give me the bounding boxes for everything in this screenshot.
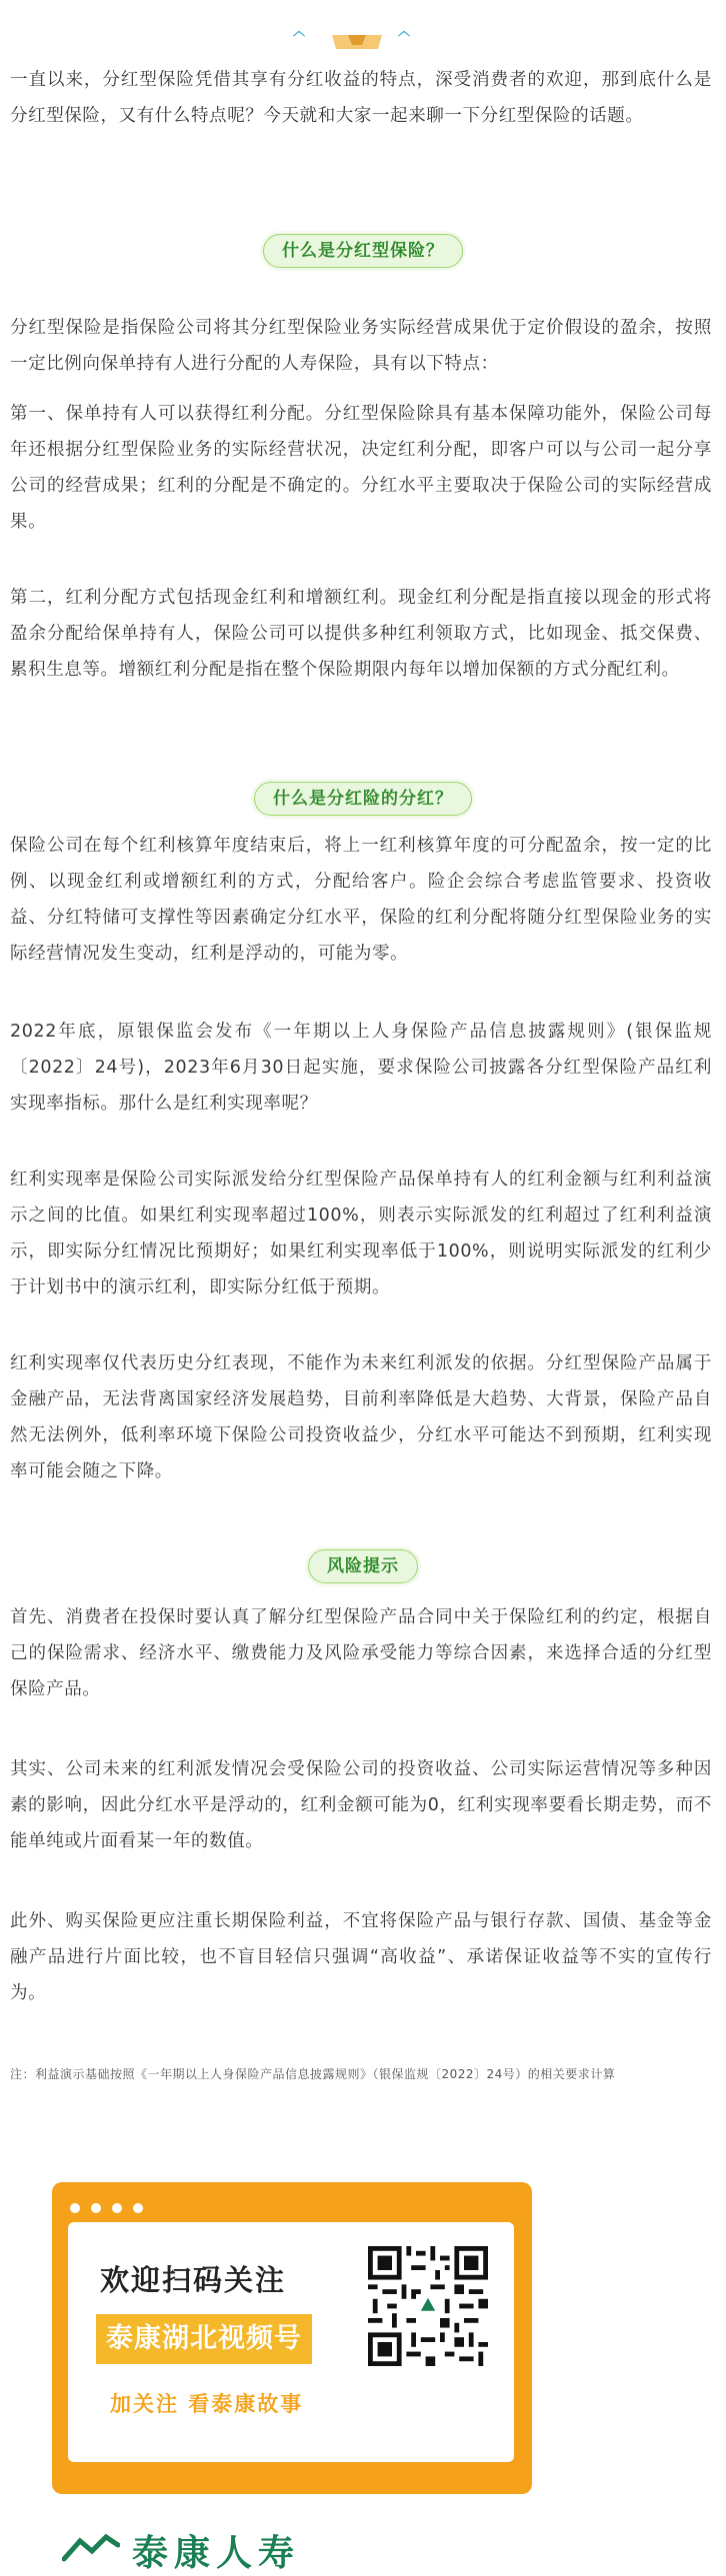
section-2-paragraph-4: 红利实现率仅代表历史分红表现，不能作为未来红利派发的依据。分红型保险产品属于金融产品，无法背离国家经济发展趋势，目前利率降低是大趋势、大背景，保险产品自然无法例外，低利率环境下保险公司投资收益少，分红水平可能达不到预期，红利实现率可能会随之下降。: [10, 1353, 712, 1481]
card-dots: [70, 2198, 149, 2217]
section-2-paragraph-2: 2022年底，原银保监会发布《一年期以上人身保险产品信息披露规则》(银保监规〔2022〕24号)，2023年6月30日起实施，要求保险公司披露各分红型保险产品红利实现率指标。那什么是红利实现率呢？: [10, 1022, 712, 1114]
section-3-paragraph-1: 首先、消费者在投保时要认真了解分红型保险产品合同中关于保险红利的约定，根据自己的保险需求、经济水平、缴费能力及风险承受能力等综合因素，来选择合适的分红型保险产品。: [10, 1607, 712, 1699]
chevron-up-icon: ︿: [397, 24, 410, 38]
ornament-bar-icon: [328, 31, 386, 53]
qr-code-icon[interactable]: [368, 2246, 488, 2366]
footnote: 注：利益演示基础按照《一年期以上人身保险产品信息披露规则》（银保监规〔2022〕24号）的相关要求计算: [10, 2067, 616, 2081]
taikang-logo-icon: [62, 2533, 120, 2563]
dot-icon: [70, 2203, 80, 2213]
top-ornament: [0, 22, 726, 62]
section-heading-label: 风险提示: [308, 1549, 418, 1583]
section-3-paragraph-2: 其实、公司未来的红利派发情况会受保险公司的投资收益、公司实际运营情况等多种因素的影响，因此分红水平是浮动的，红利金额可能为0，红利实现率要看长期走势，而不能单纯或片面看某一年的数值。: [10, 1759, 712, 1851]
section-1-paragraph-3: 第二，红利分配方式包括现金红利和增额红利。现金红利分配是指直接以现金的形式将盈余分配给保单持有人，保险公司可以提供多种红利领取方式，比如现金、抵交保费、累积生息等。增额红利分配是指在整个保险期限内每年以增加保额的方式分配红利。: [10, 588, 712, 680]
section-2-paragraph-3: 红利实现率是保险公司实际派发给分红型保险产品保单持有人的红利金额与红利利益演示之间的比值。如果红利实现率超过100%，则表示实际派发的红利超过了红利利益演示，即实际分红情况比预期好；如果红利实现率低于100%，则说明实际派发的红利少于计划书中的演示红利，即实际分红低于预期。: [10, 1170, 712, 1297]
card-subtitle: 加关注 看泰康故事: [110, 2392, 304, 2416]
dot-icon: [112, 2203, 122, 2213]
section-heading-1: [0, 234, 726, 268]
card-inner-panel: [68, 2222, 514, 2462]
section-2-paragraph-1: 保险公司在每个红利核算年度结束后，将上一红利核算年度的可分配盈余，按一定的比例、以现金红利或增额红利的方式，分配给客户。险企会综合考虑监管要求、投资收益、分红特储可支撑性等因素确定分红水平，保险的红利分配将随分红型保险业务的实际经营情况发生变动，红利是浮动的，可能为零。: [10, 836, 712, 964]
qr-follow-card: [52, 2182, 532, 2494]
section-1-paragraph-2: 第一、保单持有人可以获得红利分配。分红型保险除具有基本保障功能外，保险公司每年还根据分红型保险业务的实际经营状况，决定红利分配，即客户可以与公司一起分享公司的经营成果；红利的分配是不确定的。分红水平主要取决于保险公司的实际经营成果。: [10, 404, 712, 532]
section-heading-label: 什么是分红险的分红？: [254, 782, 472, 816]
section-1-paragraph-1: 分红型保险是指保险公司将其分红型保险业务实际经营成果优于定价假设的盈余，按照一定比例向保单持有人进行分配的人寿保险，具有以下特点：: [10, 318, 712, 374]
intro-paragraph: 一直以来，分红型保险凭借其享有分红收益的特点，深受消费者的欢迎，那到底什么是分红型保险，又有什么特点呢？今天就和大家一起来聊一下分红型保险的话题。: [10, 70, 712, 126]
dot-icon: [91, 2203, 101, 2213]
chevron-up-icon: ︿: [292, 24, 305, 38]
section-heading-label: 什么是分红型保险？: [263, 234, 463, 268]
section-3-paragraph-3: 此外、购买保险更应注重长期保险利益，不宜将保险产品与银行存款、国债、基金等金融产品进行片面比较，也不盲目轻信只强调“高收益”、承诺保证收益等不实的宣传行为。: [10, 1911, 712, 2003]
section-heading-2: [0, 782, 726, 816]
logo-text: 泰康人寿: [132, 2532, 301, 2574]
card-banner: 泰康湖北视频号: [96, 2314, 312, 2364]
card-title: 欢迎扫码关注: [100, 2263, 287, 2297]
section-heading-3: [0, 1549, 726, 1583]
dot-icon: [133, 2203, 143, 2213]
